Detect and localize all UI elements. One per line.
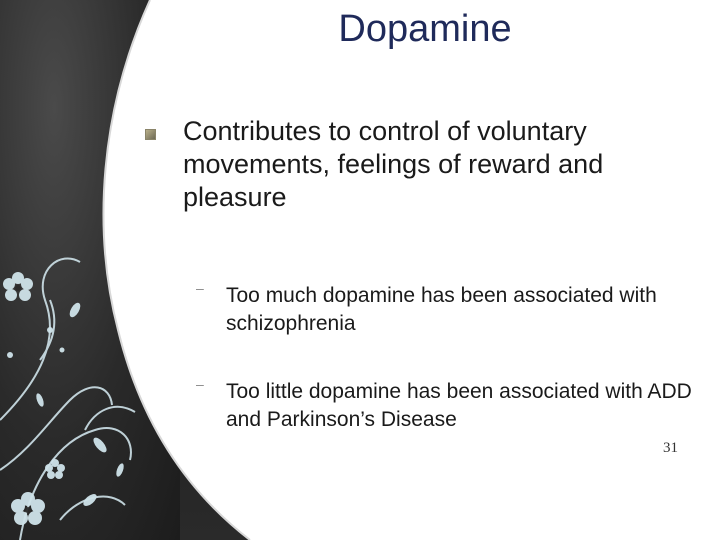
bullet-main [145,115,685,214]
bullet-main-text: Contributes to control of voluntary movements, feelings of reward and pleasure [183,116,604,212]
sub-bullet-text: Too little dopamine has been associated with ADD and Parkinson’s Disease [226,380,692,431]
slide-title: Dopamine [338,8,512,50]
dash-icon: ‒ [196,280,204,296]
floral-ornament [0,0,180,540]
sub-bullet-text: Too much dopamine has been associated with schizophrenia [226,284,657,335]
sub-bullet [196,282,716,338]
sub-bullet [196,378,716,434]
bullet-square-icon [145,129,156,140]
dash-icon: ‒ [196,376,204,392]
page-number: 31 [663,440,678,456]
